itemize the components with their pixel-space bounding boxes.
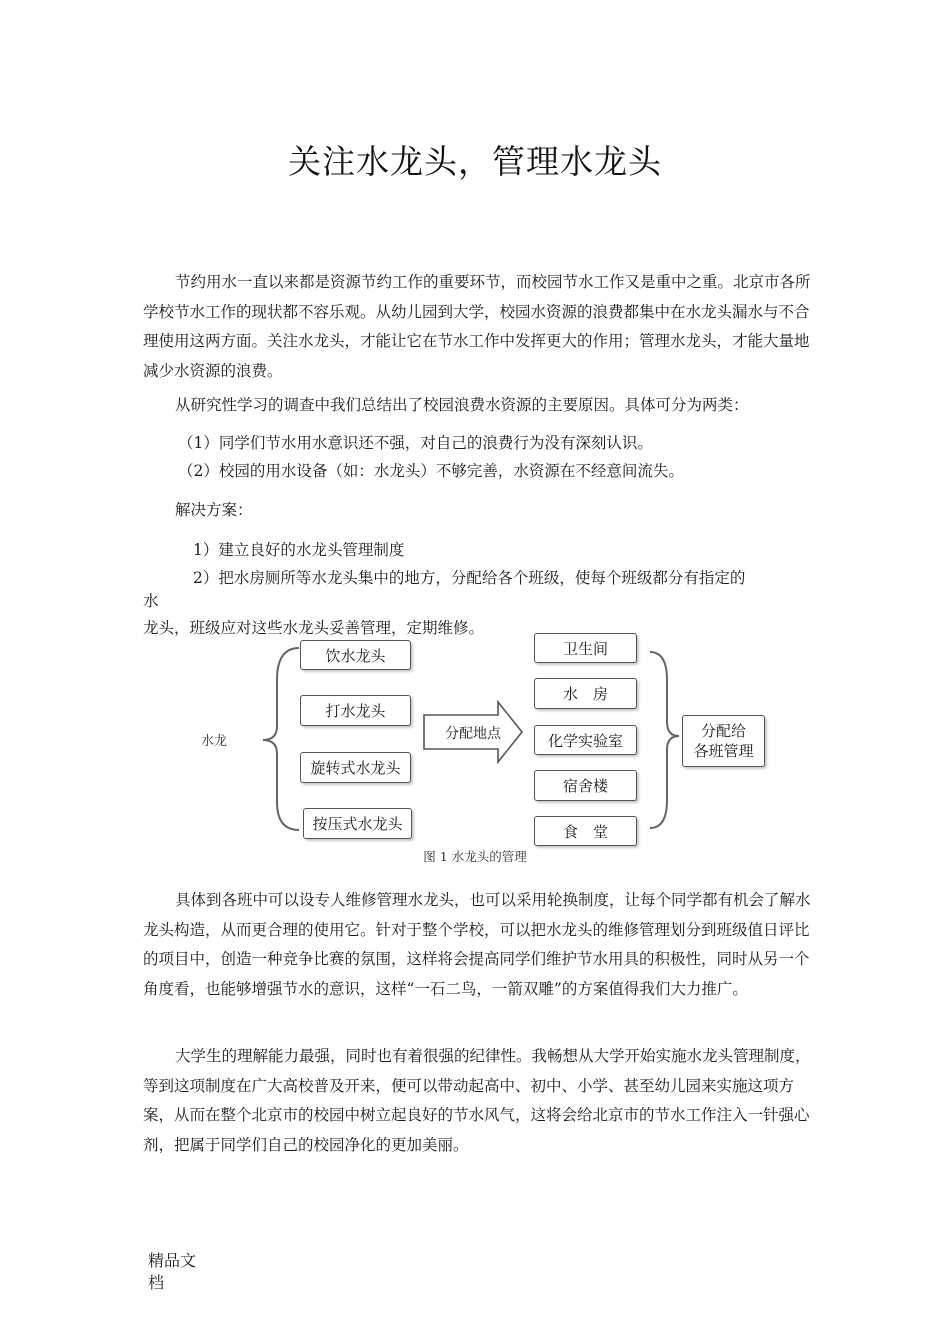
reason-1: （1）同学们节水用水意识还不强，对自己的浪费行为没有深刻认识。 bbox=[178, 434, 653, 452]
paragraph-detail: 具体到各班中可以设专人维修管理水龙头，也可以采用轮换制度，让每个同学都有机会了解水龙头构造，从而更合理的使用它。针对于整个学校，可以把水龙头的维修管理划分到班级值日评比的项目中，创造一种竞争比赛的氛围，这样将会提高同学们维护节水用具的积极性，同时从另一个角度看，也能够增强节水的意识，这样“一石二鸟，一箭双雕”的方案值得我们大力推广。 bbox=[143, 891, 811, 998]
footer-line-2: 档 bbox=[148, 1273, 165, 1292]
solution-2-line-c: 龙头，班级应对这些水龙头妥善管理，定期维修。 bbox=[143, 619, 485, 637]
faucet-box-tap: 打水龙头 bbox=[300, 695, 411, 726]
footer-watermark bbox=[148, 1250, 208, 1294]
location-box-water-room: 水 房 bbox=[534, 678, 637, 709]
arrow-label: 分配地点 bbox=[445, 726, 501, 742]
figure-caption: 图 1 水龙头的管理 bbox=[423, 849, 527, 864]
faucet-box-drinking: 饮水龙头 bbox=[300, 640, 411, 670]
reason-2: （2）校园的用水设备（如：水龙头）不够完善，水资源在不经意间流失。 bbox=[178, 462, 684, 480]
paragraph-intro: 节约用水一直以来都是资源节约工作的重要环节，而校园节水工作又是重中之重。北京市各所学校节水工作的现状都不容乐观。从幼儿园到大学，校园水资源的浪费都集中在水龙头漏水与不合理使用这两方面。关注水龙头，才能让它在节水工作中发挥更大的作用；管理水龙头，才能大量地减少水资源的浪费。 bbox=[143, 273, 811, 380]
paragraph-conclusion: 大学生的理解能力最强，同时也有着很强的纪律性。我畅想从大学开始实施水龙头管理制度，等到这项制度在广大高校普及开来，便可以带动起高中、初中、小学、甚至幼儿园来实施这项方案，从而在整个北京市的校园中树立起良好的节水风气，这将会给北京市的节水工作注入一针强心剂，把属于同学们自己的校园净化的更加美丽。 bbox=[143, 1047, 811, 1154]
page-title: 关注水龙头，管理水龙头 bbox=[288, 142, 662, 181]
location-box-toilet: 卫生间 bbox=[534, 633, 637, 663]
solution-2-line-b: 水 bbox=[143, 592, 159, 610]
faucet-group-label: 水龙 bbox=[201, 734, 228, 749]
solution-1: 1）建立良好的水龙头管理制度 bbox=[193, 541, 405, 559]
location-box-dormitory: 宿舍楼 bbox=[534, 770, 637, 801]
result-line-2: 各班管理 bbox=[693, 742, 754, 760]
result-box bbox=[682, 715, 765, 767]
faucet-box-push: 按压式水龙头 bbox=[303, 808, 412, 839]
faucet-box-rotary: 旋转式水龙头 bbox=[300, 752, 411, 783]
right-brace bbox=[650, 652, 679, 828]
left-brace bbox=[263, 648, 299, 830]
location-box-chem-lab: 化学实验室 bbox=[534, 725, 637, 755]
result-line-1: 分配给 bbox=[700, 722, 746, 740]
faucet-management-diagram bbox=[195, 630, 785, 848]
footer-line-1: 精品文 bbox=[148, 1251, 197, 1270]
location-box-canteen: 食 堂 bbox=[534, 816, 637, 846]
solution-2-line-a: 2）把水房厕所等水龙头集中的地方，分配给各个班级，使每个班级都分有指定的 bbox=[193, 569, 746, 587]
solution-heading: 解决方案： bbox=[175, 501, 253, 519]
paragraph-survey: 从研究性学习的调查中我们总结出了校园浪费水资源的主要原因。具体可分为两类： bbox=[175, 396, 749, 414]
